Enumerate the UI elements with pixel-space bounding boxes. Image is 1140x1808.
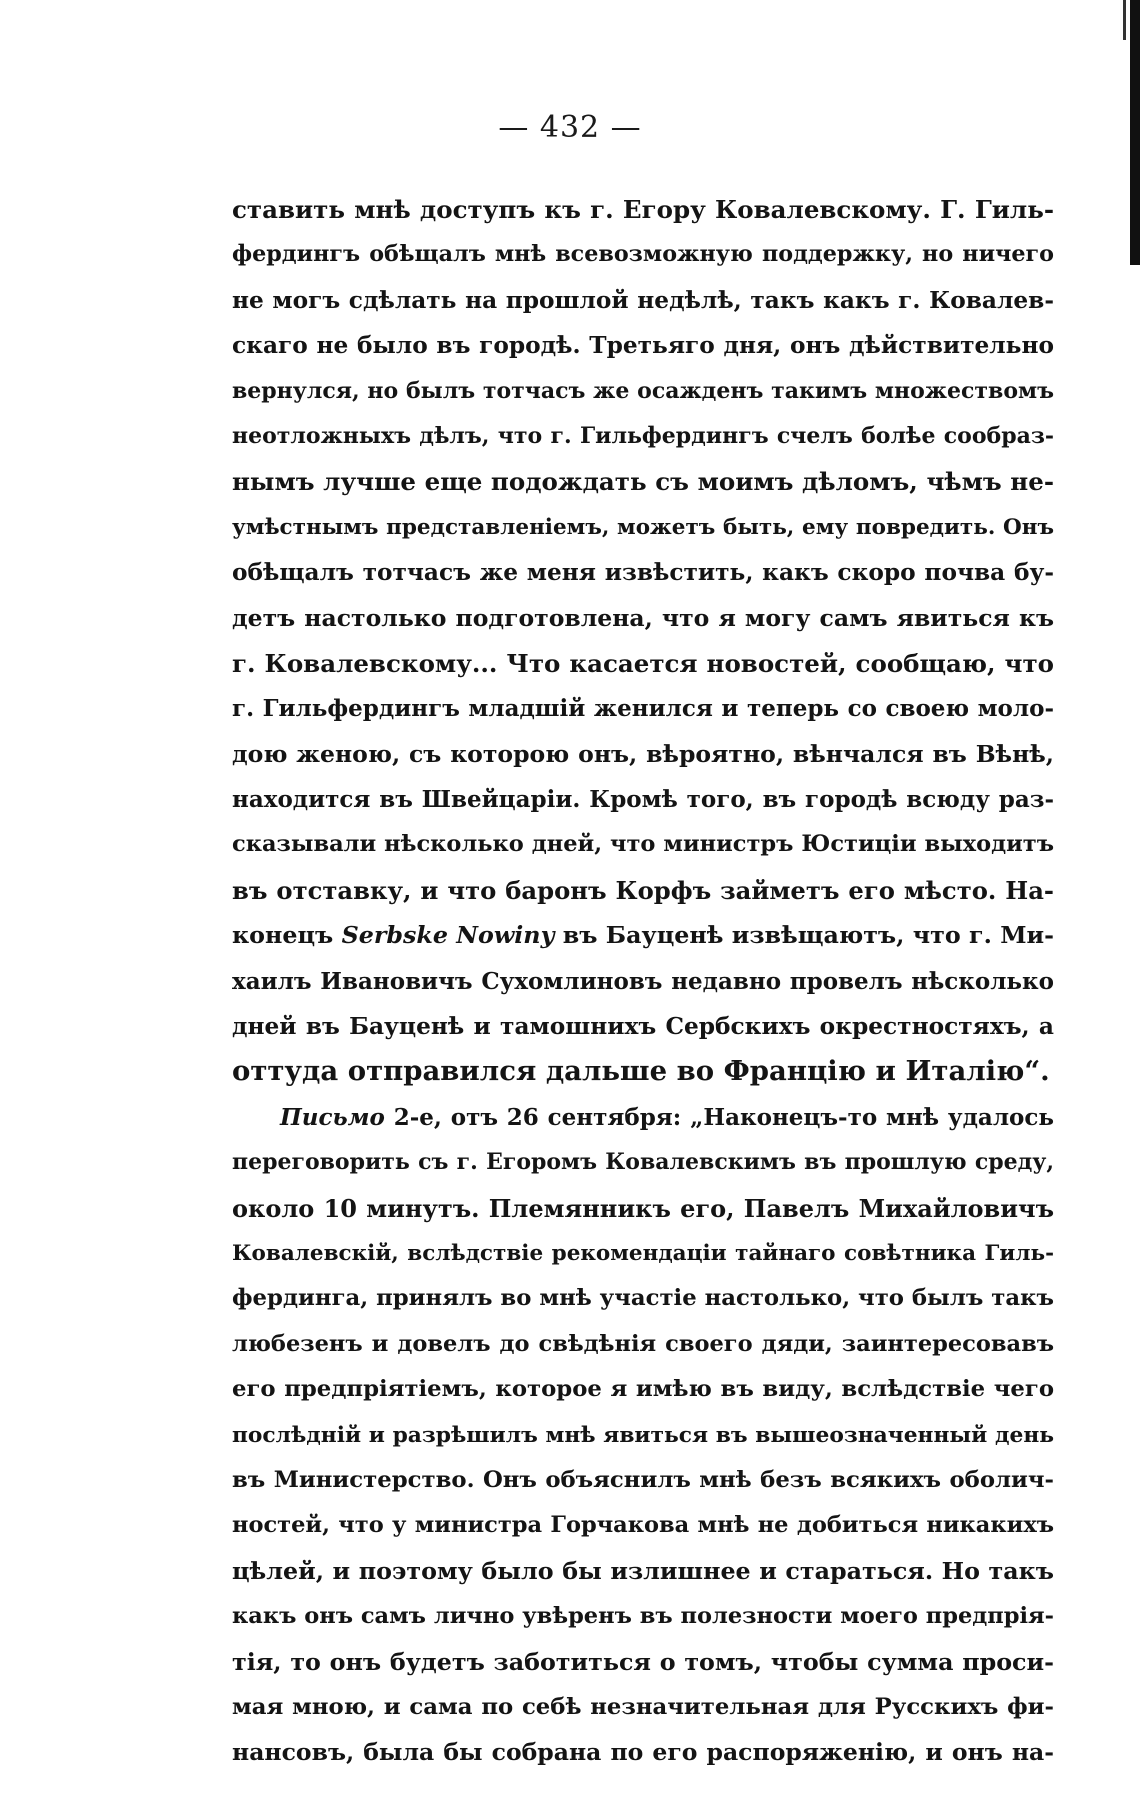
text-line: ставить мнѣ доступъ къ г. Егору Ковалевскому. Г. Гиль- [232, 195, 1054, 224]
text-line: фердингъ обѣщалъ мнѣ всевозможную поддержку, но ничего [232, 241, 1054, 268]
text-line: фердинга, принялъ во мнѣ участіе настолько, что былъ такъ [232, 1285, 1054, 1312]
text-line: г. Ковалевскому... Что касается новостей, сообщаю, что [232, 648, 1054, 678]
text-line: около 10 минутъ. Племянникъ его, Павелъ Михайловичъ [232, 1193, 1054, 1223]
text-line: оттуда отправился дальше во Францію и Италію“. [232, 1055, 1050, 1088]
text-line: въ отставку, и что баронъ Корфъ займетъ его мѣсто. На- [232, 875, 1054, 905]
text-line: дней въ Бауценѣ и тамошнихъ Сербскихъ окрестностяхъ, а [232, 1013, 1054, 1041]
scan-edge-mark-thin [1123, 0, 1126, 40]
text-line: переговорить съ г. Егоромъ Ковалевскимъ въ прошлую среду, [232, 1149, 1054, 1176]
text-line: детъ настолько подготовлена, что я могу самъ явиться къ [232, 603, 1054, 632]
page-number: — 432 — [498, 110, 642, 145]
text-run: въ Бауценѣ извѣщаютъ, что г. Ми- [554, 921, 1054, 950]
italic-text: Serbske Nowiny [341, 921, 555, 950]
text-line: хаилъ Ивановичъ Сухомлиновъ недавно провелъ нѣсколько [232, 967, 1054, 995]
text-line: его предпріятіемъ, которое я имѣю въ виду, вслѣдствіе чего [232, 1376, 1054, 1403]
text-line: Ковалевскій, вслѣдствіе рекомендаціи тайнаго совѣтника Гиль- [232, 1240, 1054, 1266]
text-line: неотложныхъ дѣлъ, что г. Гильфердингъ счелъ болѣе сообраз- [232, 422, 1054, 449]
text-line: обѣщалъ тотчасъ же меня извѣстить, какъ скоро почва бу- [232, 559, 1054, 587]
text-line: мая мною, и сама по себѣ незначительная для Русскихъ фи- [232, 1693, 1054, 1720]
text-line: находится въ Швейцаріи. Кромѣ того, въ городѣ всюду раз- [232, 786, 1054, 814]
text-line: цѣлей, и поэтому было бы излишнее и стараться. Но такъ [232, 1556, 1054, 1585]
text-run: 2-е, отъ 26 сентября: „Наконецъ-то мнѣ удалось [384, 1103, 1054, 1131]
text-line: сказывали нѣсколько дней, что министръ Юстиціи выходитъ [232, 831, 1054, 858]
text-line: не могъ сдѣлать на прошлой недѣлѣ, такъ какъ г. Ковалев- [232, 286, 1054, 314]
text-line: ностей, что у министра Горчакова мнѣ не добиться никакихъ [232, 1512, 1054, 1539]
text-line: въ Министерство. Онъ объяснилъ мнѣ безъ всякихъ оболич- [232, 1466, 1054, 1493]
text-line: послѣдній и разрѣшилъ мнѣ явиться въ вышеозначенный день [232, 1422, 1054, 1448]
italic-text: Письмо [280, 1103, 385, 1131]
text-line: нымъ лучше еще подождать съ моимъ дѣломъ, чѣмъ не- [232, 467, 1054, 497]
text-line: вернулся, но былъ тотчасъ же осажденъ такимъ множествомъ [232, 377, 1054, 404]
text-line: скаго не было въ городѣ. Третьяго дня, онъ дѣйствительно [232, 332, 1054, 360]
text-run: конецъ [232, 921, 342, 950]
text-line: тія, то онъ будетъ заботиться о томъ, чтобы сумма проси- [232, 1647, 1054, 1676]
text-line: какъ онъ самъ лично увѣренъ въ полезности моего предпрія- [232, 1603, 1054, 1630]
text-line: нансовъ, была бы собрана по его распоряженію, и онъ на- [232, 1738, 1054, 1767]
text-line: умѣстнымъ представленіемъ, можетъ быть, ему повредить. Онъ [232, 514, 1054, 540]
text-line: г. Гильфердингъ младшій женился и теперь со своею моло- [232, 695, 1054, 723]
text-line: дою женою, съ которою онъ, вѣроятно, вѣнчался въ Вѣнѣ, [232, 739, 1054, 768]
text-line [232, 913, 1054, 958]
text-line: любезенъ и довелъ до свѣдѣнія своего дяди, заинтересовавъ [232, 1330, 1054, 1357]
text-line [232, 1095, 1054, 1140]
body-text [232, 187, 1054, 1776]
